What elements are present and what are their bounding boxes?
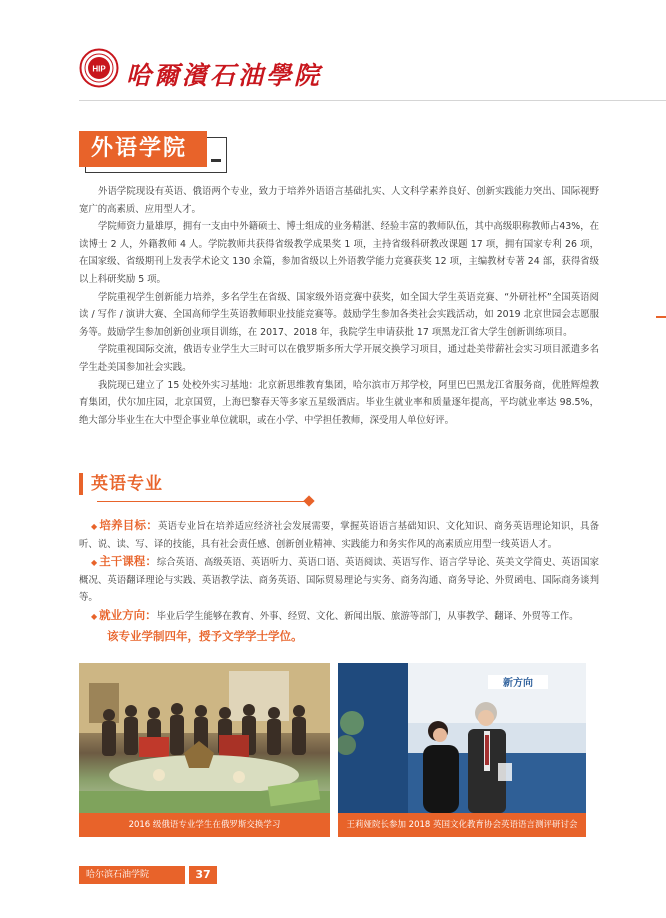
- intro-body: [79, 183, 599, 429]
- major-item-career: [79, 607, 599, 626]
- diamond-bullet-icon: ◆: [91, 558, 98, 568]
- conference-illustration: [338, 663, 586, 813]
- margin-tick-decoration: [656, 316, 666, 318]
- paragraph: 学院重视国际交流，俄语专业学生大三时可以在俄罗斯多所大学开展交换学习项目，通过赴美带薪社会实习项目派遣多名学生赴美国参加社会实践。: [79, 344, 599, 373]
- paragraph: 学院师资力量雄厚，拥有一支由中外籍硕士、博士组成的业务精湛、经验丰富的教师队伍，其中高级职称教师占43%，在读博士 2 人，外籍教师 4 人。学院教师共获得省级教学成果奖 1 项，主持省级科研教改课题 17 项，拥有国家专利 26 项，在国家级、省级期刊上发表学术论文 130 余篇，参加省级以上外语教学能力竞赛获奖 12 项，主编教材专著 24 部，获得省级以上科研奖励 5 项。: [79, 221, 599, 285]
- item-label: 主干课程：: [99, 554, 157, 569]
- students-group-illustration: [79, 663, 330, 813]
- diamond-bullet-icon: ◆: [91, 611, 98, 621]
- item-text: 毕业后学生能够在教育、外事、经贸、文化、新闻出版、旅游等部门，从事教学、翻译、外贸等工作。: [156, 610, 579, 622]
- item-label: 培养目标：: [99, 518, 158, 532]
- item-text: 英语专业旨在培养适应经济社会发展需要，掌握英语语言基础知识、文化知识、商务英语理论知识，具备听、说、读、写、译的技能，具有社会责任感、创新创业精神、实践能力和务实作风的高素质应用型一线英语人才。: [79, 521, 599, 550]
- school-logo-text: 哈爾濱石油學院: [126, 61, 323, 90]
- diamond-icon: [303, 495, 314, 506]
- svg-text:新方向: 新方向: [503, 678, 533, 689]
- major-item-courses: [79, 553, 599, 607]
- page-number: 37: [189, 866, 217, 884]
- item-label: 就业方向：: [99, 607, 157, 622]
- page-header: [0, 0, 666, 120]
- paragraph: 学院重视学生创新能力培养，多名学生在省级、国家级外语竞赛中获奖，如全国大学生英语竞赛、“外研社杯”全国英语阅读 / 写作 / 演讲大赛、全国高师学生英语教师职业技能竞赛等。鼓励学生参加各类社会实践活动，如 2019 北京世园会志愿服务等。鼓励学生参加创新创业项目训练，在 2017、2018 年，我院学生申请获批 17 项黑龙江省大学生创新训练项目。: [79, 291, 599, 338]
- school-seal-icon: [79, 48, 119, 88]
- major-details: [79, 517, 599, 645]
- major-title: 英语专业: [91, 474, 163, 494]
- photo-caption: 王莉娅院长参加 2018 英国文化教育协会英语语言测评研讨会: [338, 813, 586, 837]
- subsection-bar-decoration: [79, 473, 83, 495]
- major-item-goal: [79, 517, 599, 553]
- degree-highlight: 该专业学制四年，授予文学学士学位。: [107, 628, 303, 643]
- subsection-underline: [97, 501, 309, 502]
- paragraph: 我院现已建立了 15 处校外实习基地：北京新思维教育集团，哈尔滨市万邦学校，阿里巴巴黑龙江省服务商，优胜辉煌教育集团，伏尔加庄园，北京国贸，上海巴黎春天等多家五星级酒店。毕业生就业率和质量逐年提高，平均就业率达 98.5%，绝大部分毕业生在大中型企事业单位就职，或在小学、中学担任教师，深受用人单位好评。: [79, 379, 599, 426]
- title-dash-decoration: [211, 159, 221, 162]
- svg-text:HIP: HIP: [92, 64, 106, 74]
- photo-caption: 2016 级俄语专业学生在俄罗斯交换学习: [79, 813, 330, 837]
- paragraph: 外语学院现设有英语、俄语两个专业，致力于培养外语语言基础扎实、人文科学素养良好、创新实践能力突出、国际视野宽广的高素质、应用型人才。: [79, 186, 599, 215]
- exchange-students-photo: [79, 663, 330, 813]
- item-text: 综合英语、高级英语、英语听力、英语口语、英语阅读、英语写作、语言学导论、英美文学简史、英语国家概况、英语翻译理论与实践、英语教学法、商务英语、国际贸易理论与实务、商务沟通、商务导论、外贸函电、国际商务谈判等。: [79, 557, 599, 604]
- section-title: 外语学院: [79, 131, 207, 167]
- conference-photo: [338, 663, 586, 813]
- footer-school-name: 哈尔滨石油学院: [79, 866, 185, 884]
- diamond-bullet-icon: ◆: [91, 522, 98, 531]
- header-divider: [79, 100, 666, 101]
- major-section-header: [79, 470, 319, 506]
